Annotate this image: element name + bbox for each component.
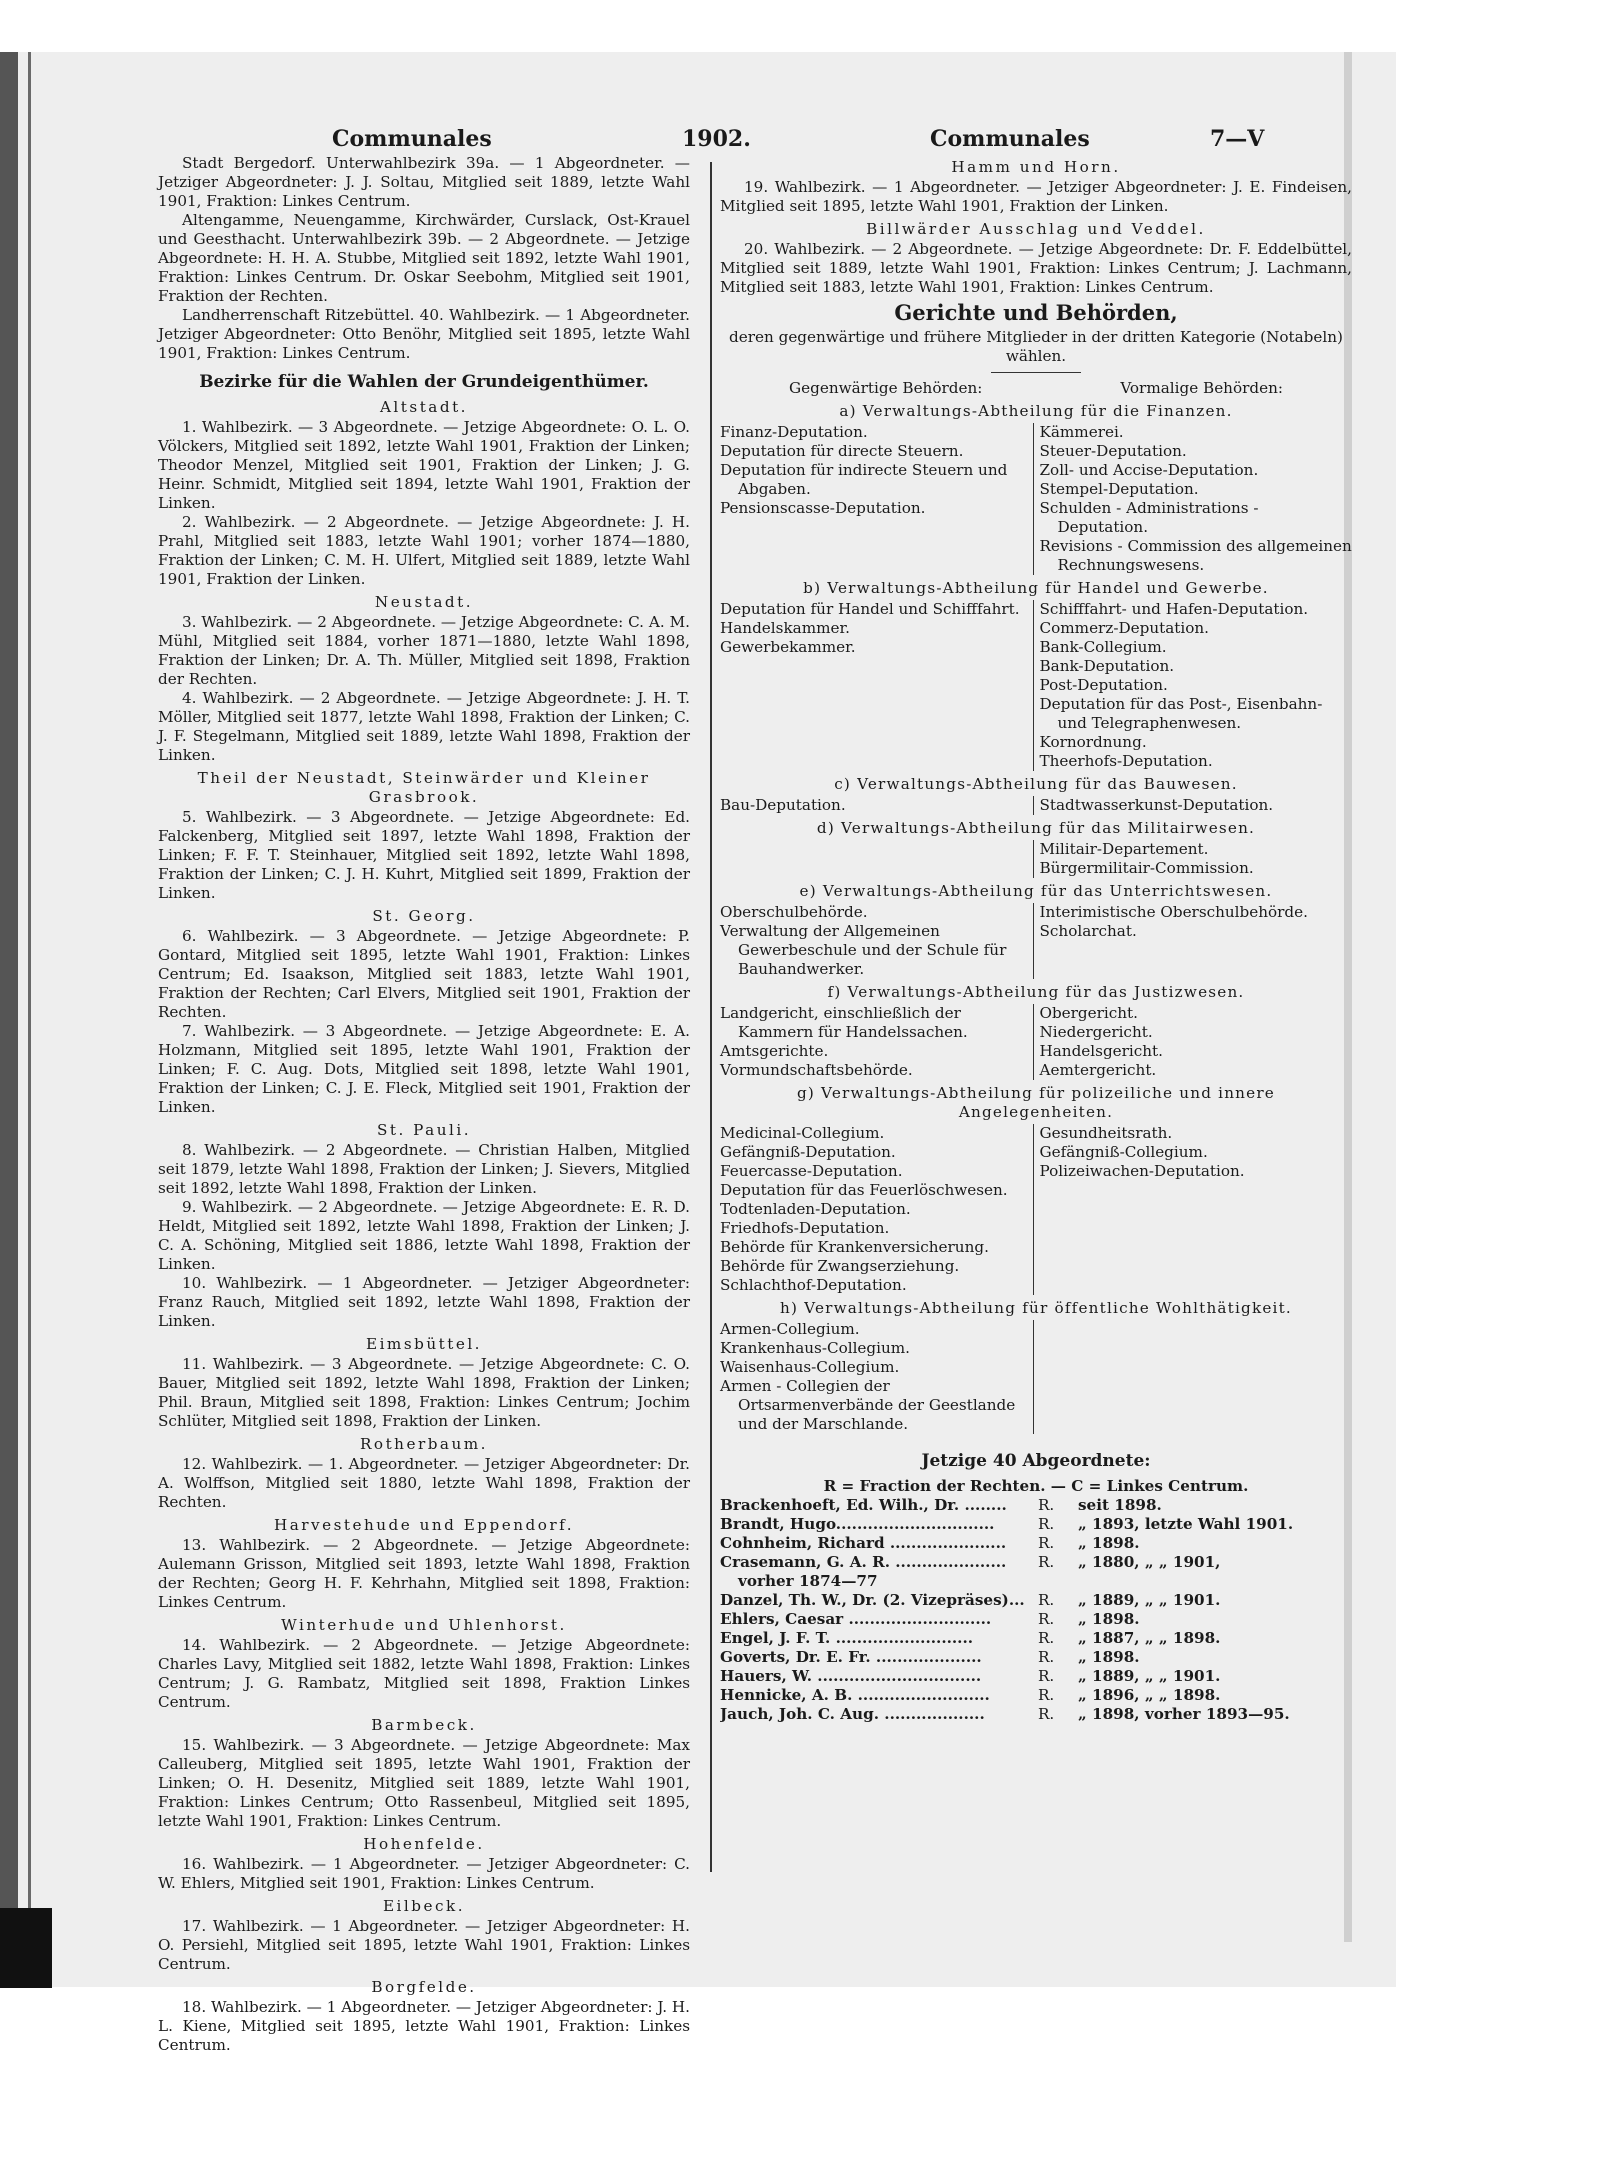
roster-list: [720, 1496, 1352, 1724]
ward-entry: 6. Wahlbezirk. — 3 Abgeordnete. — Jetzige Abgeordnete: P. Gontard, Mitglied seit 1895, letzte Wahl 1901, Fraktion: Linkes Centrum; Ed. Isaakson, Mitglied seit 1883, letzte Wahl 1901, Fraktion der Rechten; Carl Elvers, Mitglied seit 1901, Fraktion der Rechten.: [158, 927, 690, 1021]
current-authority: Amtsgerichte.: [720, 1042, 829, 1060]
member-years: „ 1889, „ „ 1901.: [1078, 1667, 1221, 1685]
member-years: „ 1898.: [1078, 1534, 1140, 1552]
district-heading: Eimsbüttel.: [365, 1335, 483, 1353]
member-name: Hennicke, A. B. .........................: [720, 1686, 990, 1704]
section-grid: [720, 423, 1352, 575]
book-spine-corner: [0, 1908, 52, 1988]
current-authority: Deputation für Handel und Schifffahrt.: [720, 600, 1020, 618]
ward-entry: 16. Wahlbezirk. — 1 Abgeordneter. — Jetziger Abgeordneter: C. W. Ehlers, Mitglied seit 1901, Fraktion: Linkes Centrum.: [158, 1855, 690, 1892]
district-heading: Billwärder Ausschlag und Veddel.: [866, 220, 1206, 238]
current-authority: Vormundschaftsbehörde.: [720, 1061, 913, 1079]
current-authority: Handelskammer.: [720, 619, 850, 637]
section-title: c) Verwaltungs-Abtheilung für das Bauwesen.: [834, 775, 1238, 793]
member-name: Brackenhoeft, Ed. Wilh., Dr. ........: [720, 1496, 1007, 1514]
former-authority: Aemtergericht.: [1039, 1061, 1157, 1079]
section-title: g) Verwaltungs-Abtheilung für polizeiliche und innere Angelegenheiten.: [796, 1084, 1275, 1121]
current-authority: Behörde für Krankenversicherung.: [720, 1238, 989, 1256]
roster-title: Jetzige 40 Abgeordnete:: [921, 1451, 1151, 1471]
current-authority: Waisenhaus-Collegium.: [720, 1358, 900, 1376]
former-authority: Bürgermilitair-Commission.: [1039, 859, 1254, 877]
section-title: e) Verwaltungs-Abtheilung für das Unterrichtswesen.: [799, 882, 1273, 900]
header-left-title: Communales: [332, 126, 492, 152]
current-authority: Deputation für indirecte Steuern und Abgaben.: [720, 461, 1008, 498]
member-fraction: R.: [1038, 1496, 1055, 1514]
page-header: [62, 120, 1332, 156]
current-authority: Medicinal-Collegium.: [720, 1124, 885, 1142]
current-authority: Armen-Collegium.: [720, 1320, 860, 1338]
roster-legend: R = Fraction der Rechten. — C = Linkes Centrum.: [823, 1477, 1249, 1495]
former-authority: Polizeiwachen-Deputation.: [1039, 1162, 1245, 1180]
ward-entry: 4. Wahlbezirk. — 2 Abgeordnete. — Jetzige Abgeordnete: J. H. T. Möller, Mitglied seit 1877, letzte Wahl 1898, Fraktion der Linken; C. J. F. Stegelmann, Mitglied seit 1889, letzte Wahl 1898, Fraktion der Linken.: [158, 689, 690, 764]
member-years: „ 1880, „ „ 1901,: [1078, 1553, 1221, 1571]
ward-entry: 13. Wahlbezirk. — 2 Abgeordnete. — Jetzige Abgeordnete: Aulemann Grisson, Mitglied seit 1893, letzte Wahl 1898, Fraktion der Rechten; Georg H. F. Kehrhahn, Mitglied seit 1898, Fraktion: Linkes Centrum.: [158, 1536, 690, 1611]
member-name: Jauch, Joh. C. Aug. ...................: [720, 1705, 985, 1723]
current-authority: Deputation für directe Steuern.: [720, 442, 964, 460]
header-page-number: 7—V: [1210, 126, 1265, 152]
behoerden-column-heads: [720, 379, 1352, 398]
current-authority: Oberschulbehörde.: [720, 903, 868, 921]
ward-entry: Stadt Bergedorf. Unterwahlbezirk 39a. — 1 Abgeordneter. — Jetziger Abgeordneter: J. J. Soltau, Mitglied seit 1889, letzte Wahl 1901, Fraktion: Linkes Centrum.: [158, 154, 690, 210]
member-years: „ 1898, vorher 1893—95.: [1078, 1705, 1290, 1723]
district-heading: Rotherbaum.: [360, 1435, 488, 1453]
section-grid: [720, 903, 1352, 979]
gerichte-subtitle: deren gegenwärtige und frühere Mitglieder in der dritten Kategorie (Notabeln) wählen.: [729, 328, 1343, 365]
ward-entry: Altengamme, Neuengamme, Kirchwärder, Curslack, Ost-Krauel und Geesthacht. Unterwahlbezirk 39b. — 2 Abgeordnete. — Jetzige Abgeordnete: H. H. A. Stubbe, Mitglied seit 1892, letzte Wahl 1901, Fraktion: Linkes Centrum. Dr. Oskar Seebohm, Mitglied seit 1901, Fraktion der Rechten.: [158, 211, 690, 305]
section-grid: [720, 1320, 1352, 1434]
roster-row: [720, 1534, 1352, 1553]
section-title: f) Verwaltungs-Abtheilung für das Justizwesen.: [827, 983, 1245, 1001]
district-heading: Hamm und Horn.: [951, 158, 1121, 176]
current-authority: Bau-Deputation.: [720, 796, 846, 814]
right-column: [720, 154, 1352, 1724]
district-heading: Neustadt.: [374, 593, 474, 611]
former-authority: Interimistische Oberschulbehörde.: [1039, 903, 1308, 921]
current-authority: Armen - Collegien der Ortsarmenverbände der Geestlande und der Marschlande.: [720, 1377, 1016, 1433]
member-fraction: R.: [1038, 1534, 1055, 1552]
member-name: Ehlers, Caesar ...........................: [720, 1610, 992, 1628]
former-authority: Gefängniß-Collegium.: [1039, 1143, 1208, 1161]
current-authorities-list: [720, 1004, 1033, 1080]
member-name: Cohnheim, Richard ......................: [720, 1534, 1007, 1552]
member-fraction: R.: [1038, 1629, 1055, 1647]
roster-row: [720, 1553, 1352, 1572]
member-years: „ 1889, „ „ 1901.: [1078, 1591, 1221, 1609]
section-title: b) Verwaltungs-Abtheilung für Handel und Gewerbe.: [803, 579, 1269, 597]
right-top-entries: [720, 158, 1352, 297]
current-authorities-list: [720, 600, 1033, 771]
district-heading: Theil der Neustadt, Steinwärder und Kleiner Grasbrook.: [197, 769, 651, 806]
current-authority: Finanz-Deputation.: [720, 423, 868, 441]
member-name: Brandt, Hugo..............................: [720, 1515, 995, 1533]
ward-entry: 9. Wahlbezirk. — 2 Abgeordnete. — Jetzige Abgeordnete: E. R. D. Heldt, Mitglied seit 1892, letzte Wahl 1898, Fraktion der Linken; J. C. A. Schöning, Mitglied seit 1886, letzte Wahl 1898, Fraktion der Linken.: [158, 1198, 690, 1273]
header-year: 1902.: [682, 126, 751, 152]
former-authorities-list: [1033, 796, 1353, 815]
roster-row: [720, 1572, 1352, 1591]
former-authority: Schifffahrt- und Hafen-Deputation.: [1039, 600, 1309, 618]
document-page: [62, 120, 1352, 2054]
former-authority: Gesundheitsrath.: [1039, 1124, 1173, 1142]
district-heading: Hohenfelde.: [363, 1835, 485, 1853]
section-title: d) Verwaltungs-Abtheilung für das Militairwesen.: [816, 819, 1256, 837]
book-spine-shadow: [0, 52, 18, 1987]
former-authorities-list: [1033, 1320, 1353, 1434]
former-authority: Post-Deputation.: [1039, 676, 1168, 694]
current-authorities-list: [720, 903, 1033, 979]
book-spine-line: [28, 52, 31, 1987]
member-fraction: R.: [1038, 1705, 1055, 1723]
current-authorities-heading: Gegenwärtige Behörden:: [788, 379, 983, 397]
roster-row: [720, 1496, 1352, 1515]
former-authority: Steuer-Deputation.: [1039, 442, 1187, 460]
ward-entry: 19. Wahlbezirk. — 1 Abgeordneter. — Jetziger Abgeordneter: J. E. Findeisen, Mitglied seit 1895, letzte Wahl 1901, Fraktion der Linken.: [720, 178, 1352, 215]
member-name: Danzel, Th. W., Dr. (2. Vizepräses)...: [720, 1591, 1025, 1609]
roster-row: [720, 1705, 1352, 1724]
ward-entry: 5. Wahlbezirk. — 3 Abgeordnete. — Jetzige Abgeordnete: Ed. Falckenberg, Mitglied seit 1897, letzte Wahl 1898, Fraktion der Linken; F. F. T. Steinhauer, Mitglied seit 1892, letzte Wahl 1898, Fraktion der Linken; C. J. H. Kuhrt, Mitglied seit 1899, Fraktion der Linken.: [158, 808, 690, 902]
current-authorities-list: [720, 1124, 1033, 1295]
section-rule: [991, 372, 1081, 373]
ward-entry: 18. Wahlbezirk. — 1 Abgeordneter. — Jetziger Abgeordneter: J. H. L. Kiene, Mitglied seit 1895, letzte Wahl 1901, Fraktion: Linkes Centrum.: [158, 1998, 690, 2054]
ward-entry: 7. Wahlbezirk. — 3 Abgeordnete. — Jetzige Abgeordnete: E. A. Holzmann, Mitglied seit 1895, letzte Wahl 1901, Fraktion der Linken; F. C. Aug. Dots, Mitglied seit 1898, letzte Wahl 1901, Fraktion der Linken; C. J. E. Fleck, Mitglied seit 1901, Fraktion der Linken.: [158, 1022, 690, 1116]
current-authority: Friedhofs-Deputation.: [720, 1219, 890, 1237]
ward-entry: Landherrenschaft Ritzebüttel. 40. Wahlbezirk. — 1 Abgeordneter. Jetziger Abgeordneter: Otto Benöhr, Mitglied seit 1895, letzte Wahl 1901, Fraktion: Linkes Centrum.: [158, 306, 690, 362]
ward-entry: 17. Wahlbezirk. — 1 Abgeordneter. — Jetziger Abgeordneter: H. O. Persiehl, Mitglied seit 1895, letzte Wahl 1901, Fraktion: Linkes Centrum.: [158, 1917, 690, 1973]
member-name: Hauers, W. ...............................: [720, 1667, 982, 1685]
member-years: „ 1893, letzte Wahl 1901.: [1078, 1515, 1294, 1533]
former-authority: Schulden - Administrations - Deputation.: [1039, 499, 1259, 536]
district-heading: Eilbeck.: [382, 1897, 466, 1915]
current-authorities-list: [720, 1320, 1033, 1434]
current-authority: Landgericht, einschließlich der Kammern für Handelssachen.: [720, 1004, 968, 1041]
former-authority: Stadtwasserkunst-Deputation.: [1039, 796, 1274, 814]
gerichte-title: Gerichte und Behörden,: [894, 300, 1178, 325]
ward-entry: 2. Wahlbezirk. — 2 Abgeordnete. — Jetzige Abgeordnete: J. H. Prahl, Mitglied seit 1883, letzte Wahl 1901; vorher 1874—1880, Fraktion der Linken; C. M. H. Ulfert, Mitglied seit 1889, letzte Wahl 1901, Fraktion der Linken.: [158, 513, 690, 588]
current-authority: Gewerbekammer.: [720, 638, 856, 656]
section-heading: Bezirke für die Wahlen der Grundeigenthümer.: [199, 372, 649, 392]
roster-row: [720, 1591, 1352, 1610]
current-authorities-list: [720, 423, 1033, 575]
district-heading: St. Pauli.: [376, 1121, 472, 1139]
former-authority: Theerhofs-Deputation.: [1039, 752, 1213, 770]
former-authorities-heading: Vormalige Behörden:: [1120, 379, 1283, 397]
member-years: „ 1896, „ „ 1898.: [1078, 1686, 1221, 1704]
ward-entry: 1. Wahlbezirk. — 3 Abgeordnete. — Jetzige Abgeordnete: O. L. O. Völckers, Mitglied seit 1892, letzte Wahl 1901, Fraktion der Linken; Theodor Menzel, Mitglied seit 1901, Fraktion der Linken; J. G. Heinr. Schmidt, Mitglied seit 1894, letzte Wahl 1901, Fraktion der Linken.: [158, 418, 690, 512]
column-separator: [710, 162, 712, 1872]
former-authority: Revisions - Commission des allgemeinen Rechnungswesens.: [1039, 537, 1352, 574]
ward-entry: 14. Wahlbezirk. — 2 Abgeordnete. — Jetzige Abgeordnete: Charles Lavy, Mitglied seit 1882, letzte Wahl 1898, Fraktion: Linkes Centrum; J. G. Rambatz, Mitglied seit 1898, Fraktion Linkes Centrum.: [158, 1636, 690, 1711]
current-authority: Behörde für Zwangserziehung.: [720, 1257, 960, 1275]
roster-row: [720, 1515, 1352, 1534]
former-authority: Kämmerei.: [1039, 423, 1124, 441]
member-fraction: R.: [1038, 1667, 1055, 1685]
roster-row: [720, 1648, 1352, 1667]
former-authority: Commerz-Deputation.: [1039, 619, 1209, 637]
ward-entry: 12. Wahlbezirk. — 1. Abgeordneter. — Jetziger Abgeordneter: Dr. A. Wolffson, Mitglied seit 1880, letzte Wahl 1898, Fraktion der Rechten.: [158, 1455, 690, 1511]
roster-row: [720, 1686, 1352, 1705]
member-name: Goverts, Dr. E. Fr. ....................: [720, 1648, 982, 1666]
member-name: Engel, J. F. T. ..........................: [720, 1629, 974, 1647]
ward-entry: 15. Wahlbezirk. — 3 Abgeordnete. — Jetzige Abgeordnete: Max Calleuberg, Mitglied seit 1895, letzte Wahl 1901, Fraktion der Linken; O. H. Desenitz, Mitglied seit 1889, letzte Wahl 1901, Fraktion: Linkes Centrum; Otto Rassenbeul, Mitglied seit 1895, letzte Wahl 1901, Fraktion: Linkes Centrum.: [158, 1736, 690, 1830]
former-authority: Obergericht.: [1039, 1004, 1138, 1022]
current-authority: Gefängniß-Deputation.: [720, 1143, 896, 1161]
member-years: „ 1898.: [1078, 1648, 1140, 1666]
former-authorities-list: [1033, 423, 1353, 575]
former-authority: Bank-Collegium.: [1039, 638, 1167, 656]
former-authority: Zoll- und Accise-Deputation.: [1039, 461, 1259, 479]
former-authority: Stempel-Deputation.: [1039, 480, 1199, 498]
former-authority: Kornordnung.: [1039, 733, 1147, 751]
district-heading: Borgfelde.: [371, 1978, 477, 1996]
section-grid: [720, 840, 1352, 878]
former-authority: Bank-Deputation.: [1039, 657, 1175, 675]
roster-row: [720, 1610, 1352, 1629]
district-heading: St. Georg.: [372, 907, 476, 925]
ward-entry: 20. Wahlbezirk. — 2 Abgeordnete. — Jetzige Abgeordnete: Dr. F. Eddelbüttel, Mitglied seit 1889, letzte Wahl 1901, Fraktion: Linkes Centrum; J. Lachmann, Mitglied seit 1883, letzte Wahl 1901, Fraktion: Linkes Centrum.: [720, 240, 1352, 296]
former-authority: Niedergericht.: [1039, 1023, 1153, 1041]
current-authorities-list: [720, 796, 1033, 815]
section-title: h) Verwaltungs-Abtheilung für öffentliche Wohlthätigkeit.: [780, 1299, 1292, 1317]
ward-entry: 11. Wahlbezirk. — 3 Abgeordnete. — Jetzige Abgeordnete: C. O. Bauer, Mitglied seit 1892, letzte Wahl 1898, Fraktion der Linken; Phil. Braun, Mitglied seit 1898, Fraktion: Linkes Centrum; Jochim Schlüter, Mitglied seit 1898, Fraktion der Linken.: [158, 1355, 690, 1430]
member-fraction: R.: [1038, 1591, 1055, 1609]
current-authority: Feuercasse-Deputation.: [720, 1162, 903, 1180]
current-authority: Todtenladen-Deputation.: [720, 1200, 911, 1218]
section-grid: [720, 1004, 1352, 1080]
member-name: Crasemann, G. A. R. .....................: [720, 1553, 1007, 1571]
district-heading: Barmbeck.: [371, 1716, 477, 1734]
former-authority: Handelsgericht.: [1039, 1042, 1163, 1060]
member-fraction: R.: [1038, 1686, 1055, 1704]
district-heading: Harvestehude und Eppendorf.: [273, 1516, 575, 1534]
member-years: „ 1887, „ „ 1898.: [1078, 1629, 1221, 1647]
member-years: „ 1898.: [1078, 1610, 1140, 1628]
roster-row: [720, 1629, 1352, 1648]
section-title: a) Verwaltungs-Abtheilung für die Finanzen.: [839, 402, 1233, 420]
section-grid: [720, 796, 1352, 815]
section-grid: [720, 600, 1352, 771]
former-authorities-list: [1033, 903, 1353, 979]
ward-entry: 10. Wahlbezirk. — 1 Abgeordneter. — Jetziger Abgeordneter: Franz Rauch, Mitglied seit 1892, letzte Wahl 1898, Fraktion der Linken.: [158, 1274, 690, 1330]
former-authorities-list: [1033, 1004, 1353, 1080]
member-fraction: R.: [1038, 1553, 1055, 1571]
section-grid: [720, 1124, 1352, 1295]
header-right-title: Communales: [930, 126, 1090, 152]
ward-entry: 8. Wahlbezirk. — 2 Abgeordnete. — Christian Halben, Mitglied seit 1879, letzte Wahl 1898, Fraktion der Linken; J. Sievers, Mitglied seit 1892, letzte Wahl 1898, Fraktion der Linken.: [158, 1141, 690, 1197]
district-heading: Winterhude und Uhlenhorst.: [281, 1616, 567, 1634]
former-authority: Deputation für das Post-, Eisenbahn- und Telegraphenwesen.: [1039, 695, 1323, 732]
member-fraction: R.: [1038, 1515, 1055, 1533]
member-fraction: R.: [1038, 1610, 1055, 1628]
former-authority: Scholarchat.: [1039, 922, 1137, 940]
ward-entry: 3. Wahlbezirk. — 2 Abgeordnete. — Jetzige Abgeordnete: C. A. M. Mühl, Mitglied seit 1884, vorher 1871—1880, letzte Wahl 1898, Fraktion der Linken; Dr. A. Th. Müller, Mitglied seit 1898, Fraktion der Rechten.: [158, 613, 690, 688]
member-fraction: R.: [1038, 1648, 1055, 1666]
former-authorities-list: [1033, 600, 1353, 771]
roster-row: [720, 1667, 1352, 1686]
roster-note: vorher 1874—77: [738, 1572, 878, 1590]
former-authority: Militair-Departement.: [1039, 840, 1209, 858]
authority-sections: [720, 402, 1352, 1434]
current-authorities-list: [720, 840, 1033, 878]
former-authorities-list: [1033, 1124, 1353, 1295]
current-authority: Verwaltung der Allgemeinen Gewerbeschule und der Schule für Bauhandwerker.: [720, 922, 1007, 978]
district-heading: Altstadt.: [379, 398, 469, 416]
current-authority: Schlachthof-Deputation.: [720, 1276, 907, 1294]
current-authority: Deputation für das Feuerlöschwesen.: [720, 1181, 1008, 1199]
current-authority: Krankenhaus-Collegium.: [720, 1339, 911, 1357]
left-column: [158, 154, 690, 2055]
member-years: seit 1898.: [1078, 1496, 1162, 1514]
former-authorities-list: [1033, 840, 1353, 878]
current-authority: Pensionscasse-Deputation.: [720, 499, 926, 517]
